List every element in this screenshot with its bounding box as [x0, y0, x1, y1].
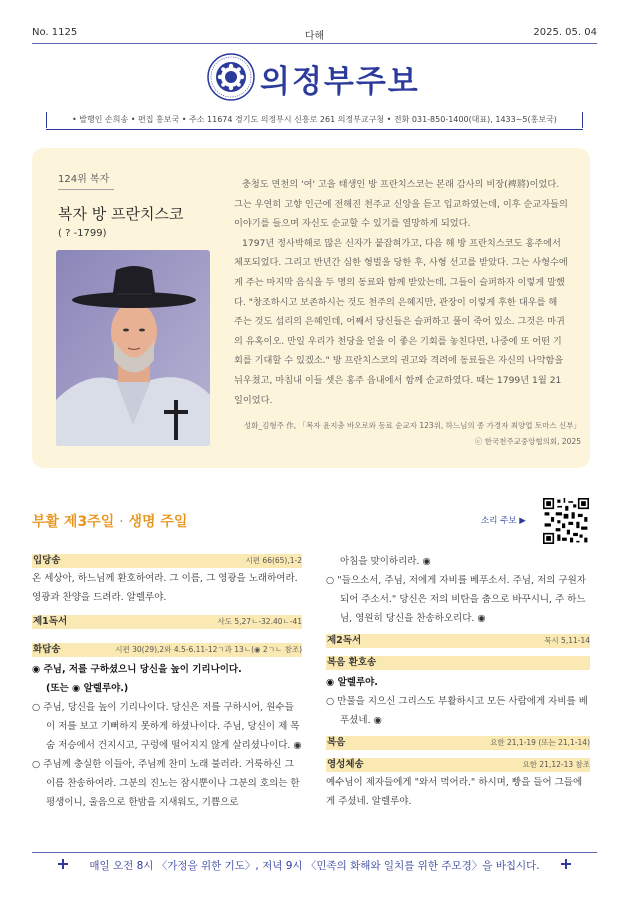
saint-tag: 124위 복자: [58, 170, 114, 190]
liturgical-year: 다해: [304, 31, 325, 42]
psalm-verse: ○ 주님, 당신을 높이 기리나이다. 당신은 저를 구하시어, 원수들이 저를 보고 기뻐하지 못하게 하셨나이다. 주님, 당신이 제 목숨 저승에서 건지시고, 구렁에 떨어지지 않게 살리셨나이다. ◉: [32, 702, 302, 751]
issue-number: No. 1125: [32, 27, 78, 38]
section-gospel: [326, 736, 590, 750]
pubinfo-underline: [46, 129, 583, 130]
cross-icon: [58, 859, 68, 869]
divider-left: [46, 112, 47, 128]
biography-paragraph: 1797년 정사박해로 많은 신자가 붙잡혀가고, 다음 해 방 프란치스코도 홍주에서 체포되었다. 그리고 반년간 심한 형벌을 당한 후, 사형 선고를 받았다. 그는 사형수에게 주는 마지막 음식을 두 명의 동료와 함께 받았는데, 그들이 슬퍼하자 이렇게 말했다. "창조하시고 보존하시는 것도 천주의 은혜지만, 관장이 이렇게 후한 대우를 해 주는 것도 섭리의 은혜인데, 어째서 당신들은 슬퍼하고 풀이 죽어 있소. 그것은 마귀의 유혹이오. 만일 우리가 천당을 얻을 이 좋은 기회를 놓친다면, 나중에 또 어떤 기회를 기대할 수 있겠소." 방 프란치스코의 권고와 격려에 동료들은 자신의 나약함을 뉘우쳤고, 마침내 이들 셋은 홍주 읍내에서 함께 순교하였다. 때는 1799년 1월 21일이었다.: [234, 237, 568, 406]
section-responsorial-psalm: [32, 643, 302, 657]
psalm-verse: ○ "들으소서, 주님, 저에게 자비를 베푸소서. 주님, 저의 구원자 되어 주소서." 당신은 저의 비탄을 춤으로 바꾸시니, 주 하느님, 영원히 당신을 찬송하오리다. ◉: [326, 575, 586, 624]
scripture-reference: 묵시 5,11-14: [544, 636, 590, 645]
psalm-alternate-response: (또는 ◉ 알렐루야.): [46, 683, 129, 694]
divider-right: [582, 112, 583, 128]
copyright-notice: ⓒ 한국천주교중앙협의회, 2025: [474, 437, 581, 446]
footer-text: 매일 오전 8시 〈가정을 위한 기도〉, 저녁 9시 〈민족의 화해와 일치를 위한 주모경〉을 바칩시다.: [89, 860, 540, 872]
biography-paragraph: 충청도 면천의 '여' 고을 태생인 방 프란치스코는 본래 감사의 비장(裨將)이었다. 그는 우연히 고향 인근에 전해진 천주교 신앙을 듣고 입교하였는데, 이후 순교자들의 이야기를 들으며 자신도 순교할 수 있기를 열망하게 되었다.: [234, 179, 568, 230]
section-communion-antiphon: [326, 758, 590, 772]
section-second-reading: [326, 634, 590, 648]
section-entrance-antiphon: [32, 554, 302, 568]
section-label: 제2독서: [327, 635, 362, 646]
diocese-seal-icon: [207, 53, 255, 101]
section-label: 복음: [327, 737, 346, 748]
publication-info-text: • 발행인 손희송 • 편집 홍보국 • 주소 11674 경기도 의정부시 신흥로 261 의정부교구청 • 전화 031-850-1400(대표), 1433~5(홍보국): [72, 115, 557, 124]
section-label: 제1독서: [33, 616, 68, 627]
header-bar: [32, 25, 597, 43]
publication-info: [32, 112, 597, 130]
psalm-verse-continuation: 아침을 맞이하리라. ◉: [340, 556, 431, 567]
scripture-reference: 요한 21,1-19 (또는 21,1-14): [490, 738, 590, 747]
psalm-verse: ○ 주님께 충실한 이들아, 주님께 찬미 노래 불러라. 거룩하신 그 이름 찬송하여라. 그분의 진노는 잠시뿐이나 그분의 호의는 한평생이니, 울음으로 한밤을 지새워도, 기쁨으로: [32, 759, 300, 808]
liturgy-title-main: 부활 제3주일: [32, 514, 115, 530]
saint-biography: [234, 175, 569, 410]
acclamation-verse: ○ 만물을 지으신 그리스도 부활하시고 모든 사람에게 자비를 베푸셨네. ◉: [326, 696, 588, 726]
saint-name: 복자 방 프란치스코: [58, 205, 184, 223]
saint-years: ( ? -1799): [58, 228, 107, 239]
scripture-reference: 사도 5,27ㄴ-32.40ㄴ-41: [217, 617, 302, 626]
liturgy-left-column: [32, 554, 302, 812]
scripture-reference: 시편 66(65),1-2: [245, 556, 302, 565]
section-first-reading: [32, 615, 302, 629]
section-label: 영성체송: [327, 759, 364, 770]
liturgy-title: [32, 511, 187, 531]
footer-divider: [32, 852, 597, 853]
saint-portrait-image: [56, 250, 210, 446]
section-label: 입당송: [33, 555, 61, 566]
entrance-antiphon-text: 온 세상아, 하느님께 환호하여라. 그 이름, 그 영광을 노래하여라. 영광과 찬양을 드려라. 알렐루야.: [32, 573, 298, 603]
issue-date: 2025. 05. 04: [533, 27, 597, 38]
qr-code-icon[interactable]: [543, 498, 589, 544]
masthead: [0, 48, 629, 106]
audio-bulletin-link[interactable]: 소리 주보 ▶: [481, 516, 526, 526]
title-separator: ·: [119, 514, 124, 530]
section-gospel-acclamation: [326, 656, 590, 670]
section-label: 복음 환호송: [327, 657, 377, 668]
scripture-reference: 요한 21,12-13 참조: [522, 760, 590, 769]
communion-antiphon-text: 예수님이 제자들에게 "와서 먹어라." 하시며, 빵을 들어 그들에게 주셨네. 알렐루야.: [326, 777, 583, 807]
artwork-credit: 성화_김형주 作, 「복자 윤지충 바오로와 동료 순교자 123위, 하느님의 종 가경자 최양업 토마스 신부」: [243, 421, 581, 430]
liturgy-title-sub: 생명 주일: [128, 514, 188, 530]
footer-prayer-notice: [32, 858, 597, 876]
header-divider: [32, 43, 597, 44]
alleluia-response: ◉ 알렐루야.: [326, 677, 378, 688]
section-label: 화답송: [33, 644, 61, 655]
cross-icon: [561, 859, 571, 869]
liturgy-right-column: [326, 554, 590, 811]
psalm-response: ◉ 주님, 저를 구하셨으니 당신을 높이 기리나이다.: [32, 664, 242, 675]
masthead-title: 의정부주보: [260, 64, 420, 100]
scripture-reference: 시편 30(29),2와 4.5-6.11-12ㄱ과 13ㄴ(◉ 2ㄱㄴ 참조): [115, 645, 302, 654]
